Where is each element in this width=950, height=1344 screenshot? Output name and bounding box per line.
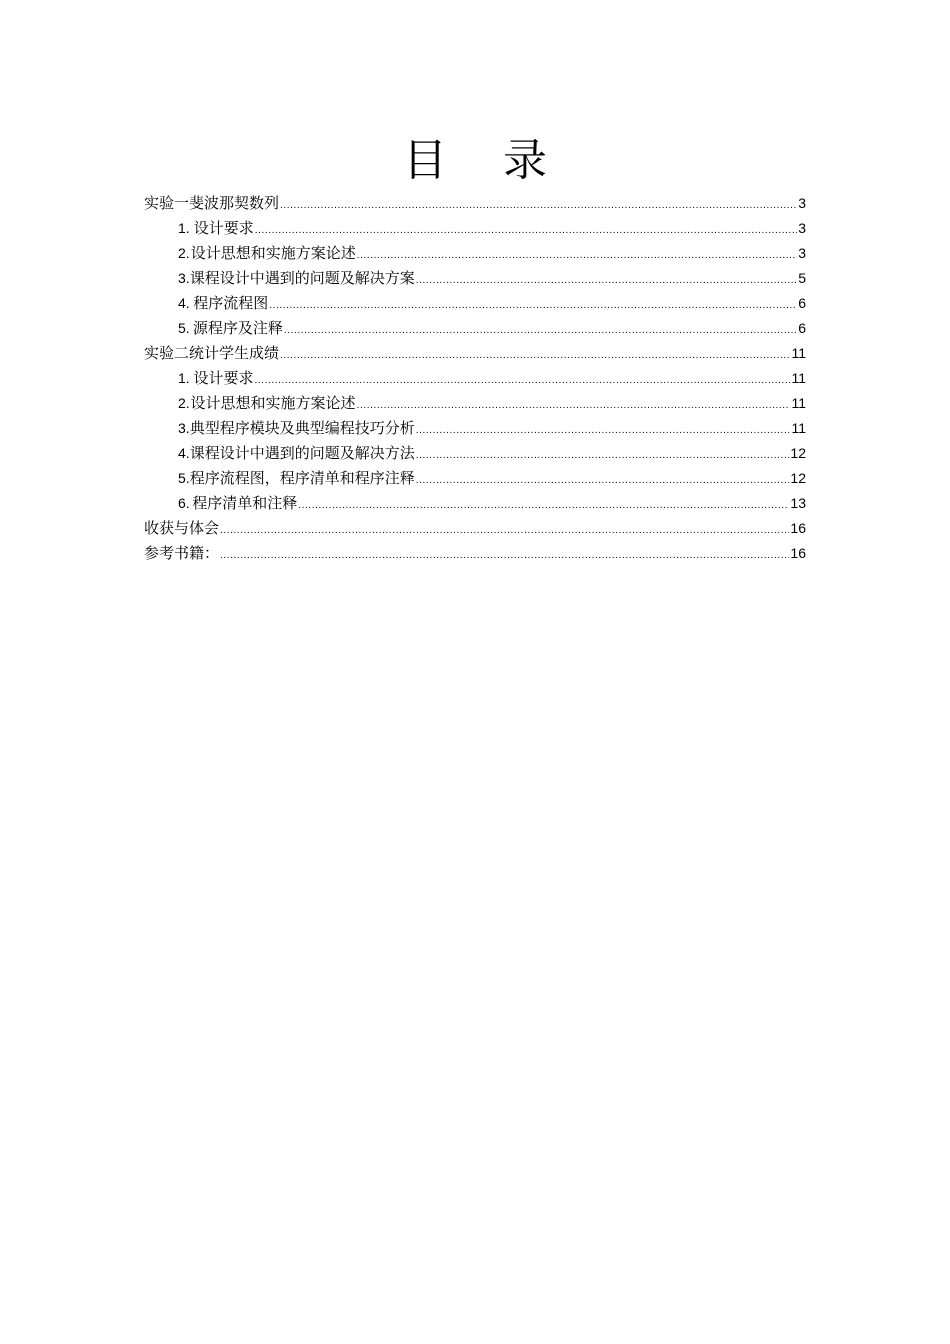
toc-entry-page: 16 (790, 545, 806, 561)
toc-entry-1-5[interactable] (144, 316, 806, 341)
dot-leader (298, 493, 789, 518)
toc-entry-title: 程序流程图，程序清单和程序注释 (189, 469, 415, 487)
dot-leader (284, 318, 797, 343)
dot-leader (255, 218, 798, 243)
toc-entry-title: 参考书籍： (144, 544, 220, 562)
toc-entry-2-5[interactable] (144, 466, 806, 491)
toc-entry-page: 3 (798, 195, 806, 211)
dot-leader (220, 518, 789, 543)
dot-leader (416, 468, 790, 493)
toc-entry-title: 斐波那契数列 (189, 194, 280, 212)
toc-entry-1-2[interactable] (144, 241, 806, 266)
toc-entry-page: 6 (798, 295, 806, 311)
page-title: 目 录 (403, 135, 547, 187)
toc-entry-title: 典型程序模块及典型编程技巧分析 (189, 419, 415, 437)
toc-entry-1-1[interactable] (144, 216, 806, 241)
toc-entry-title: 程序流程图 (193, 294, 269, 312)
toc-entry-reflections[interactable] (144, 516, 806, 541)
table-of-contents (144, 191, 806, 566)
dot-leader (255, 368, 791, 393)
toc-entry-number: 1. (178, 370, 190, 386)
toc-entry-2-2[interactable] (144, 391, 806, 416)
dot-leader (416, 268, 798, 293)
toc-entry-experiment-2[interactable] (144, 341, 806, 366)
toc-entry-number: 2. (178, 245, 190, 261)
toc-entry-title: 课程设计中遇到的问题及解决方法 (189, 444, 415, 462)
toc-entry-1-3[interactable] (144, 266, 806, 291)
toc-entry-title: 设计思想和实施方案论述 (190, 394, 356, 412)
dot-leader (357, 393, 791, 418)
toc-entry-number: 5. (178, 320, 190, 336)
toc-entry-title: 统计学生成绩 (189, 344, 280, 362)
toc-entry-page: 3 (798, 245, 806, 261)
toc-entry-title: 课程设计中遇到的问题及解决方案 (189, 269, 415, 287)
toc-entry-references[interactable] (144, 541, 806, 566)
dot-leader (280, 193, 797, 218)
dot-leader (416, 418, 791, 443)
toc-entry-number: 5. (178, 470, 190, 486)
toc-entry-page: 11 (791, 345, 806, 361)
dot-leader (269, 293, 797, 318)
toc-entry-title: 源程序及注释 (192, 319, 283, 337)
toc-entry-title: 设计要求 (193, 369, 254, 387)
toc-entry-2-3[interactable] (144, 416, 806, 441)
toc-entry-number: 2. (178, 395, 190, 411)
toc-entry-experiment-1[interactable] (144, 191, 806, 216)
dot-leader (280, 343, 790, 368)
toc-entry-2-1[interactable] (144, 366, 806, 391)
toc-entry-number: 4. (178, 445, 190, 461)
toc-entry-page: 11 (791, 370, 806, 386)
dot-leader (357, 243, 797, 268)
toc-entry-page: 5 (798, 270, 806, 286)
toc-entry-title: 收获与体会 (144, 519, 220, 537)
toc-entry-title: 设计思想和实施方案论述 (190, 244, 356, 262)
toc-entry-2-6[interactable] (144, 491, 806, 516)
toc-entry-page: 12 (790, 445, 806, 461)
toc-entry-page: 12 (790, 470, 806, 486)
toc-entry-page: 16 (790, 520, 806, 536)
toc-entry-title: 设计要求 (193, 219, 254, 237)
toc-entry-page: 11 (791, 395, 806, 411)
toc-entry-number: 1. (178, 220, 190, 236)
toc-entry-page: 11 (791, 420, 806, 436)
toc-entry-number: 3. (178, 420, 190, 436)
toc-entry-prefix: 实验二 (144, 344, 190, 362)
toc-entry-number: 6. (178, 495, 190, 511)
toc-entry-1-4[interactable] (144, 291, 806, 316)
toc-entry-number: 4. (178, 295, 190, 311)
toc-entry-prefix: 实验一 (144, 194, 190, 212)
toc-entry-number: 3. (178, 270, 190, 286)
toc-entry-page: 13 (790, 495, 806, 511)
toc-entry-title: 程序清单和注释 (192, 494, 298, 512)
dot-leader (220, 543, 789, 568)
dot-leader (416, 443, 790, 468)
toc-entry-page: 3 (798, 220, 806, 236)
toc-entry-2-4[interactable] (144, 441, 806, 466)
toc-entry-page: 6 (798, 320, 806, 336)
